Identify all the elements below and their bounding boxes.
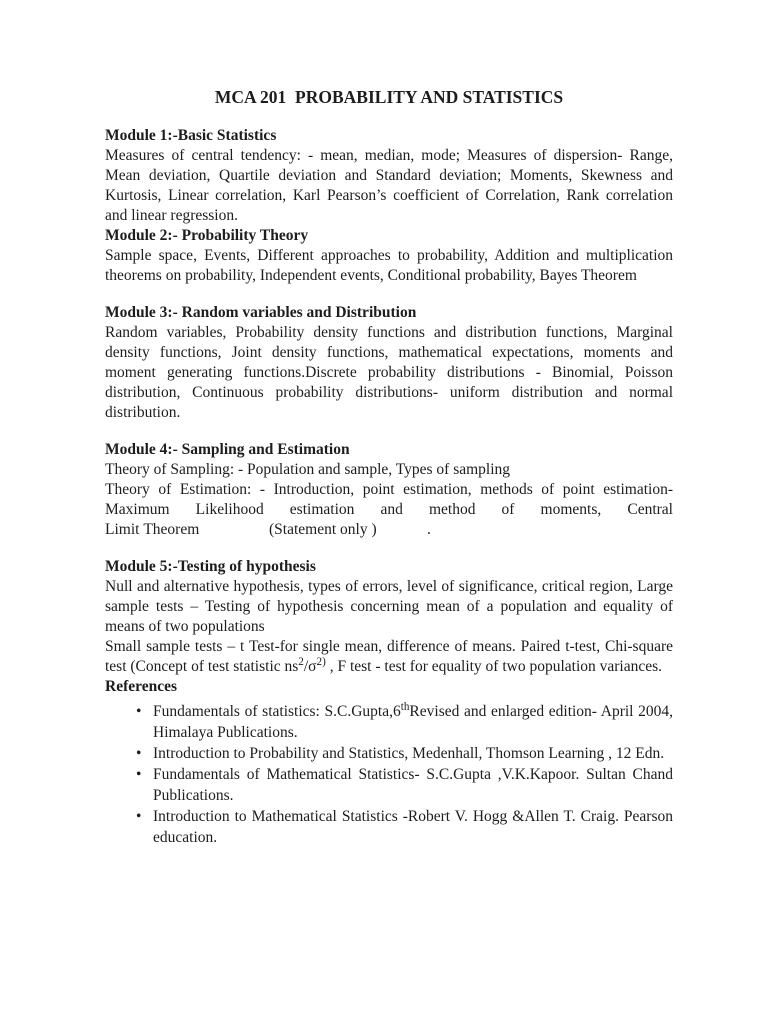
superscript: th [400, 700, 410, 713]
bullet-icon: • [136, 808, 142, 825]
reference-item [136, 700, 674, 743]
module-5-paragraph-1: Null and alternative hypothesis, types of errors, level of significance, critical region, Large sample tests – Testing of hypothesis concerning mean of a population and equality of means of two populations [105, 578, 673, 635]
formula-text: , F test - test for equality of two population variances. [325, 658, 663, 675]
formula-text: /σ [303, 658, 317, 675]
module-section-3 [105, 303, 673, 423]
module-3-paragraph: Random variables, Probability density functions and distribution functions, Marginal density functions, Joint density functions, mathematical expectations, moments and moment generating functions.Discrete probability distributions - Binomial, Poisson distribution, Continuous probability distributions- uniform distribution and normal distribution. [105, 324, 673, 421]
superscript: 2) [316, 655, 326, 668]
bullet-icon: • [136, 766, 142, 783]
superscript: 2 [298, 655, 304, 668]
module-5-heading: Module 5:-Testing of hypothesis [105, 558, 316, 575]
reference-text: Fundamentals of Mathematical Statistics- S.C.Gupta ,V.K.Kapoor. Sultan Chand Publications. [153, 766, 673, 804]
references-heading: References [105, 678, 178, 695]
reference-text: Fundamentals of statistics: S.C.Gupta,6 [153, 703, 401, 720]
formula-text: Small sample tests – t Test-for single mean, difference of means. Paired t-test, Chi-square test (Concept of test statistic ns [105, 638, 673, 675]
reference-item [136, 764, 673, 806]
module-3-heading: Module 3:- Random variables and Distribution [105, 304, 417, 321]
references-section [105, 677, 673, 848]
module-section-2 [105, 226, 673, 286]
module-4-paragraph-1: Theory of Sampling: - Population and sample, Types of sampling [105, 461, 511, 478]
reference-text: Introduction to Mathematical Statistics -Robert V. Hogg &Allen T. Craig. Pearson education. [153, 808, 673, 846]
module-2-heading: Module 2:- Probability Theory [105, 227, 309, 244]
module-4-paragraph-2: Theory of Estimation: - Introduction, point estimation, methods of point estimation-Maximum Likelihood estimation and method of moments, Central Limit Theorem (Statement only ) . [105, 481, 673, 538]
bullet-icon: • [136, 703, 142, 720]
module-section-4 [105, 440, 673, 540]
module-5-paragraph-2 [105, 637, 673, 677]
references-list [105, 701, 673, 848]
reference-text: Revised and enlarged edition- April 2004, Himalaya Publications. [153, 703, 674, 741]
module-1-heading: Module 1:-Basic Statistics [105, 127, 277, 144]
module-1-paragraph: Measures of central tendency: - mean, median, mode; Measures of dispersion- Range, Mean deviation, Quartile deviation and Standard deviation; Moments, Skewness and Kurtosis, Linear correlation, Karl Pearson’s coefficient of Correlation, Rank correlation and linear regression. [105, 147, 673, 224]
reference-item [136, 743, 673, 764]
module-section-5 [105, 557, 673, 677]
module-2-paragraph: Sample space, Events, Different approaches to probability, Addition and multiplication theorems on probability, Independent events, Conditional probability, Bayes Theorem [105, 247, 673, 284]
bullet-icon: • [136, 745, 142, 762]
document-title: MCA 201 PROBABILITY AND STATISTICS [214, 87, 564, 107]
reference-item [136, 806, 673, 848]
module-4-heading: Module 4:- Sampling and Estimation [105, 441, 350, 458]
reference-text: Introduction to Probability and Statistics, Medenhall, Thomson Learning , 12 Edn. [153, 745, 665, 762]
module-section-1 [105, 126, 673, 226]
